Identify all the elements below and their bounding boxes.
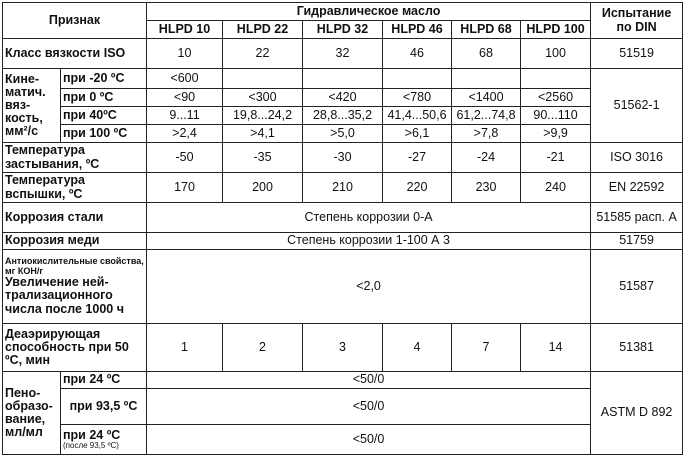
table-cell: 7 xyxy=(452,324,521,372)
table-cell: 2 xyxy=(223,324,303,372)
copper-label: Коррозия меди xyxy=(3,233,147,250)
din-cell: 51587 xyxy=(591,250,683,324)
table-cell: 210 xyxy=(303,173,383,203)
table-cell: <300 xyxy=(223,89,303,107)
header-feature: Признак xyxy=(3,3,147,39)
steel-label: Коррозия стали xyxy=(3,203,147,233)
specs-table xyxy=(2,2,683,455)
condition-note: (после 93,5 ºC) xyxy=(63,440,119,450)
grade-header: HLPD 100 xyxy=(521,21,591,39)
din-cell: 51759 xyxy=(591,233,683,250)
condition-label: при 40ºC xyxy=(61,107,147,125)
table-cell: >9,9 xyxy=(521,125,591,143)
table-cell: -35 xyxy=(223,143,303,173)
table-cell: >2,4 xyxy=(147,125,223,143)
din-cell: ASTM D 892 xyxy=(591,372,683,455)
table-cell: 170 xyxy=(147,173,223,203)
table-cell: <90 xyxy=(147,89,223,107)
table-cell: 220 xyxy=(383,173,452,203)
deaer-label: Деаэрирующая способность при 50 ºC, мин xyxy=(3,324,147,372)
table-cell: 240 xyxy=(521,173,591,203)
table-cell: 3 xyxy=(303,324,383,372)
table-cell: 230 xyxy=(452,173,521,203)
table-cell: <420 xyxy=(303,89,383,107)
table-cell: 4 xyxy=(383,324,452,372)
flash-label: Температура вспышки, ºC xyxy=(3,173,147,203)
table-cell: 22 xyxy=(223,39,303,69)
grade-header: HLPD 32 xyxy=(303,21,383,39)
condition-label: при 93,5 ºC xyxy=(61,389,147,425)
table-cell: 28,8...35,2 xyxy=(303,107,383,125)
table-cell: 10 xyxy=(147,39,223,69)
iso-label: Класс вязкости ISO xyxy=(3,39,147,69)
grade-header: HLPD 68 xyxy=(452,21,521,39)
table-cell: <50/0 xyxy=(147,389,591,425)
table-cell: 41,4...50,6 xyxy=(383,107,452,125)
table-cell: <780 xyxy=(383,89,452,107)
table-cell: -21 xyxy=(521,143,591,173)
din-cell: 51562-1 xyxy=(591,69,683,143)
table-cell: <50/0 xyxy=(147,372,591,389)
grade-header: HLPD 22 xyxy=(223,21,303,39)
oxid-label xyxy=(3,250,147,324)
din-cell: EN 22592 xyxy=(591,173,683,203)
condition-text: при 24 ºC xyxy=(63,427,121,442)
table-cell: >4,1 xyxy=(223,125,303,143)
table-cell: 90...110 xyxy=(521,107,591,125)
header-oil: Гидравлическое масло xyxy=(147,3,591,21)
table-cell: 200 xyxy=(223,173,303,203)
table-cell: 19,8...24,2 xyxy=(223,107,303,125)
table-cell: <1400 xyxy=(452,89,521,107)
grade-header: HLPD 10 xyxy=(147,21,223,39)
condition-label: при 100 ºC xyxy=(61,125,147,143)
table-cell: 1 xyxy=(147,324,223,372)
table-cell: >6,1 xyxy=(383,125,452,143)
table-cell: -27 xyxy=(383,143,452,173)
table-cell: Степень коррозии 0-А xyxy=(147,203,591,233)
table-cell: >5,0 xyxy=(303,125,383,143)
table-cell: 100 xyxy=(521,39,591,69)
header-din: Испытание по DIN xyxy=(591,3,683,39)
table-cell: -24 xyxy=(452,143,521,173)
pour-label: Температура застывания, ºC xyxy=(3,143,147,173)
table-cell: <2560 xyxy=(521,89,591,107)
table-cell: 46 xyxy=(383,39,452,69)
kinematic-label: Кинематич. вязкость, мм²/с xyxy=(3,69,61,143)
table-cell: <600 xyxy=(147,69,223,89)
din-cell: 51519 xyxy=(591,39,683,69)
table-cell: 68 xyxy=(452,39,521,69)
table-cell: 14 xyxy=(521,324,591,372)
table-cell: 9...11 xyxy=(147,107,223,125)
table-cell: Степень коррозии 1-100 А 3 xyxy=(147,233,591,250)
din-cell: ISO 3016 xyxy=(591,143,683,173)
condition-label: при 24 ºC xyxy=(61,372,147,389)
grade-header: HLPD 46 xyxy=(383,21,452,39)
din-cell: 51381 xyxy=(591,324,683,372)
condition-label: при 0 ºC xyxy=(61,89,147,107)
table-cell: 32 xyxy=(303,39,383,69)
table-cell: >7,8 xyxy=(452,125,521,143)
table-cell: 61,2...74,8 xyxy=(452,107,521,125)
foam-label: Пенообразование, мл/мл xyxy=(3,372,61,455)
condition-label: при -20 ºC xyxy=(61,69,147,89)
table-cell: <50/0 xyxy=(147,425,591,455)
oxid-label-small: Антиокислительные свойства, мг КОН/г xyxy=(5,256,144,276)
table-cell: -50 xyxy=(147,143,223,173)
condition-label xyxy=(61,425,147,455)
oxid-label-main: Увеличение нейтрализационного числа после 1000 ч xyxy=(5,275,124,316)
table-cell: <2,0 xyxy=(147,250,591,324)
din-cell: 51585 расп. А xyxy=(591,203,683,233)
table-cell: -30 xyxy=(303,143,383,173)
